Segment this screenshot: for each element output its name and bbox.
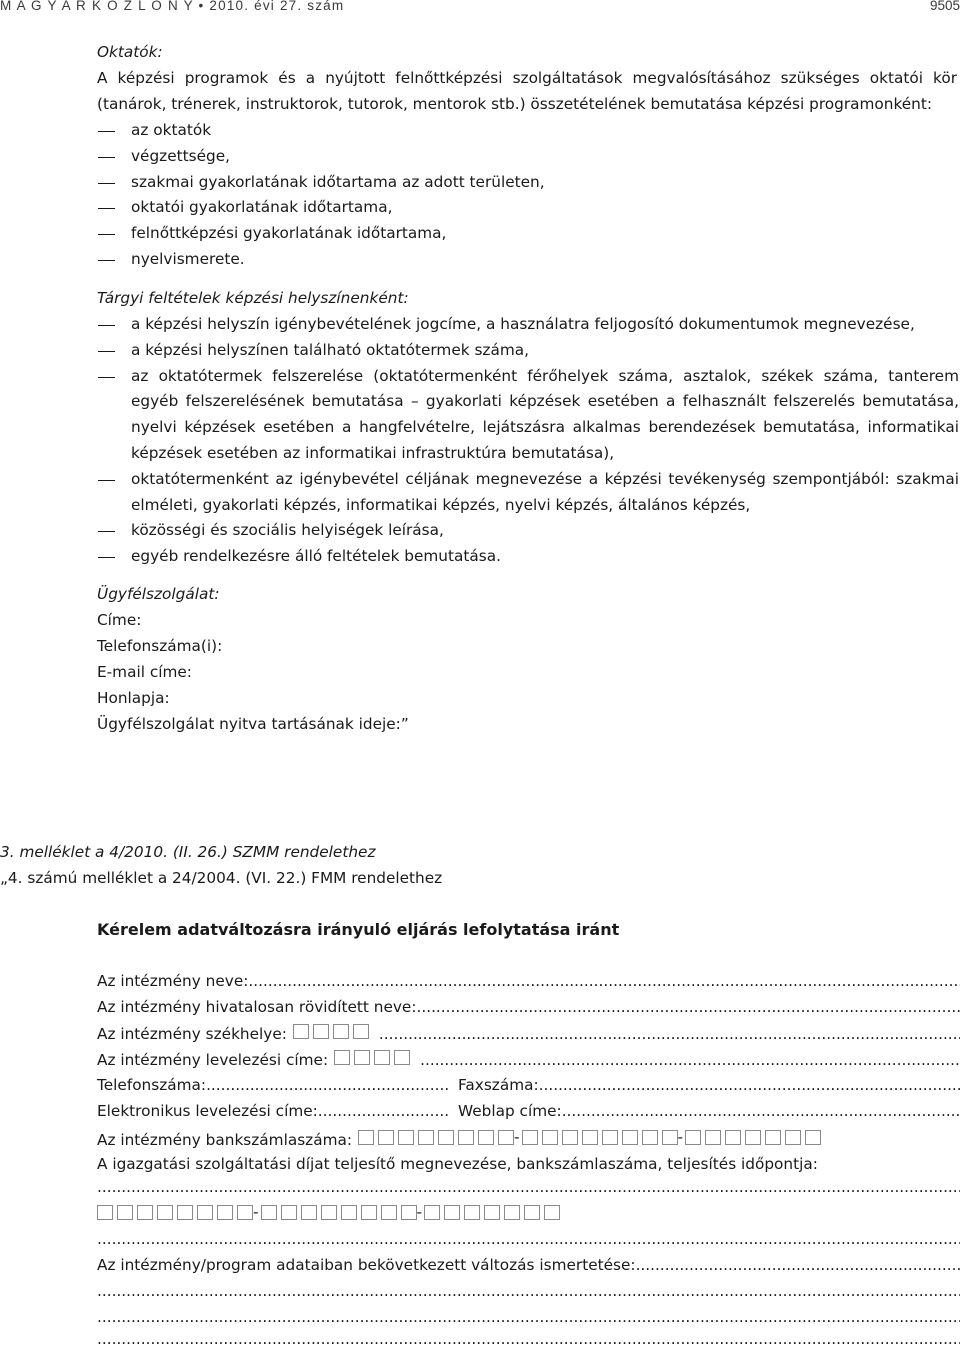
targyi-list (97, 312, 959, 570)
digit-box[interactable] (765, 1130, 781, 1145)
digit-box[interactable] (424, 1205, 440, 1220)
separator: - (253, 1203, 259, 1221)
field-szekhely[interactable] (97, 1024, 960, 1050)
digit-box[interactable] (498, 1130, 514, 1145)
list-item: a képzési helyszín igénybevételének jogcíme, a használatra feljogosító dokumentumok megnevezése, (97, 312, 959, 338)
fill-line (206, 1076, 449, 1094)
digit-box[interactable] (685, 1130, 701, 1145)
digit-box[interactable] (484, 1205, 500, 1220)
digit-box[interactable] (805, 1130, 821, 1145)
list-item: közösségi és szociális helyiségek leírása, (97, 518, 959, 544)
header-publication: M A G Y A R K Ö Z L Ö N Y • 2010. évi 27. szám (0, 0, 345, 13)
fill-line (318, 1102, 449, 1120)
field-intezmeny-neve[interactable] (97, 972, 960, 998)
digit-box[interactable] (478, 1130, 494, 1145)
ugyfel-email: E-mail címe: (97, 663, 192, 681)
digit-box[interactable] (401, 1205, 417, 1220)
field-label: Az intézmény hivatalosan rövidített neve: (97, 998, 417, 1016)
ugyfel-honlap: Honlapja: (97, 689, 170, 707)
list-item: nyelvismerete. (97, 247, 959, 273)
digit-box[interactable] (361, 1205, 377, 1220)
digit-box[interactable] (261, 1205, 277, 1220)
digit-box[interactable] (438, 1130, 454, 1145)
fill-line-3[interactable] (97, 1282, 960, 1308)
field-igazgatasi-dij: A igazgatási szolgáltatási díjat teljesítő megnevezése, bankszámlaszáma, teljesítés időpontja: (97, 1155, 818, 1173)
digit-box[interactable] (217, 1205, 233, 1220)
fill-line (420, 1051, 960, 1069)
digit-box[interactable] (341, 1205, 357, 1220)
ugyfel-cime: Címe: (97, 611, 142, 629)
digit-box[interactable] (281, 1205, 297, 1220)
digit-box[interactable] (97, 1205, 113, 1220)
field-label: Weblap címe: (458, 1102, 562, 1120)
digit-box[interactable] (137, 1205, 153, 1220)
field-rovidített-nev[interactable] (97, 998, 960, 1024)
digit-box[interactable] (705, 1130, 721, 1145)
section-title-targyi: Tárgyi feltételek képzési helyszínenként: (97, 289, 409, 307)
separator: - (416, 1203, 423, 1221)
list-item: végzettsége, (97, 144, 959, 170)
field-email-weblap[interactable] (97, 1102, 960, 1128)
postcode-box[interactable] (353, 1024, 369, 1039)
oktatok-list (97, 118, 959, 273)
fill-line (562, 1102, 960, 1120)
fill-line-5[interactable] (97, 1330, 960, 1356)
ugyfel-telefon: Telefonszáma(i): (97, 637, 223, 655)
digit-box[interactable] (177, 1205, 193, 1220)
digit-box[interactable] (745, 1130, 761, 1145)
list-item: a képzési helyszínen található oktatótermek száma, (97, 338, 959, 364)
fill-line (636, 1256, 960, 1274)
field-label: Telefonszáma: (97, 1076, 207, 1094)
form-title: Kérelem adatváltozásra irányuló eljárás lefolytatása iránt (97, 920, 620, 939)
oktatok-paragraph: A képzési programok és a nyújtott felnőttképzési szolgáltatások megvalósításához szükséges oktatói kör (tanárok, trénerek, instruktorok, tutorok, mentorok stb.) összetételének bemutatása képzési programonként: (97, 69, 957, 113)
digit-box[interactable] (197, 1205, 213, 1220)
field-label: Faxszáma: (458, 1076, 539, 1094)
field-label: Az intézmény levelezési címe: (97, 1051, 329, 1069)
field-valtozas[interactable] (97, 1256, 960, 1282)
account-boxes[interactable] (97, 1203, 564, 1221)
digit-box[interactable] (444, 1205, 460, 1220)
list-item: oktatói gyakorlatának időtartama, (97, 195, 959, 221)
list-item: felnőttképzési gyakorlatának időtartama, (97, 221, 959, 247)
separator: - (677, 1128, 684, 1146)
field-label: Az intézmény székhelye: (97, 1025, 287, 1043)
postcode-box[interactable] (374, 1050, 390, 1065)
digit-box[interactable] (157, 1205, 173, 1220)
postcode-boxes[interactable] (293, 1024, 373, 1039)
digit-box[interactable] (358, 1130, 374, 1145)
account-boxes[interactable] (358, 1128, 825, 1146)
list-item: egyéb rendelkezésre álló feltételek bemutatása. (97, 544, 959, 570)
digit-box[interactable] (642, 1130, 658, 1145)
digit-box[interactable] (522, 1130, 538, 1145)
fill-line-2[interactable] (97, 1230, 960, 1256)
postcode-box[interactable] (333, 1024, 349, 1039)
field-label: Az intézmény/program adataiban bekövetkezett változás ismertetése: (97, 1256, 636, 1274)
fill-line (248, 972, 960, 990)
digit-box[interactable] (321, 1205, 337, 1220)
digit-box[interactable] (542, 1130, 558, 1145)
field-label: Az intézmény neve: (97, 972, 249, 990)
fill-line (379, 1025, 960, 1043)
digit-box[interactable] (524, 1205, 540, 1220)
field-levelezesi-cim[interactable] (97, 1050, 960, 1076)
fill-line (416, 998, 960, 1016)
digit-box[interactable] (602, 1130, 618, 1145)
digit-box[interactable] (301, 1205, 317, 1220)
postcode-box[interactable] (293, 1024, 309, 1039)
list-item: oktatótermenként az igénybevétel céljának megnevezése a képzési tevékenység szempontjából: szakmai elméleti, gyakorlati képzés, informatikai képzés, nyelvi képzés, általános képzés, (97, 467, 959, 519)
digit-box[interactable] (562, 1130, 578, 1145)
field-label: Az intézmény bankszámlaszáma: (97, 1130, 352, 1149)
field-fee-account[interactable] (97, 1203, 960, 1229)
digit-box[interactable] (464, 1205, 480, 1220)
list-item: az oktatótermek felszerelése (oktatótermenként férőhelyek száma, asztalok, székek száma, tanterem egyéb felszerelésének bemutatása – gyakorlati képzések esetében a felhasznált felszerelés bemutatása, nyelvi képzések esetében a hangfelvételre, lejátszásra alkalmas berendezések bemutatása, informatikai képzések esetében az informatikai infrastruktúra bemutatása), (97, 364, 959, 467)
digit-box[interactable] (418, 1130, 434, 1145)
digit-box[interactable] (725, 1130, 741, 1145)
fill-line (539, 1076, 960, 1094)
field-label: Elektronikus levelezési címe: (97, 1102, 318, 1120)
field-telefon-fax[interactable] (97, 1076, 960, 1102)
postcode-box[interactable] (313, 1024, 329, 1039)
section-title-ugyfelszolgalat: Ügyfélszolgálat: (97, 585, 220, 603)
digit-box[interactable] (544, 1205, 560, 1220)
digit-box[interactable] (237, 1205, 253, 1220)
postcode-boxes[interactable] (334, 1050, 414, 1065)
digit-box[interactable] (504, 1205, 520, 1220)
digit-box[interactable] (785, 1130, 801, 1145)
field-bankszamla[interactable] (97, 1128, 960, 1154)
list-item: szakmai gyakorlatának időtartama az adott területen, (97, 170, 959, 196)
separator: - (514, 1128, 520, 1146)
list-item: az oktatók (97, 118, 959, 144)
postcode-box[interactable] (334, 1050, 350, 1065)
ugyfel-nyitvatartas: Ügyfélszolgálat nyitva tartásának ideje:” (97, 715, 409, 733)
postcode-box[interactable] (394, 1050, 410, 1065)
annex-heading: 3. melléklet a 4/2010. (II. 26.) SZMM rendelethez (0, 843, 376, 861)
fill-line-1[interactable] (97, 1178, 960, 1204)
digit-box[interactable] (662, 1130, 678, 1145)
digit-box[interactable] (622, 1130, 638, 1145)
digit-box[interactable] (398, 1130, 414, 1145)
digit-box[interactable] (117, 1205, 133, 1220)
annex-subheading: „4. számú melléklet a 24/2004. (VI. 22.) FMM rendelethez (0, 869, 443, 887)
digit-box[interactable] (378, 1130, 394, 1145)
digit-box[interactable] (381, 1205, 397, 1220)
section-title-oktatok: Oktatók: (97, 43, 163, 61)
digit-box[interactable] (458, 1130, 474, 1145)
digit-box[interactable] (582, 1130, 598, 1145)
header-page-number: 9505 (929, 0, 960, 13)
postcode-box[interactable] (354, 1050, 370, 1065)
